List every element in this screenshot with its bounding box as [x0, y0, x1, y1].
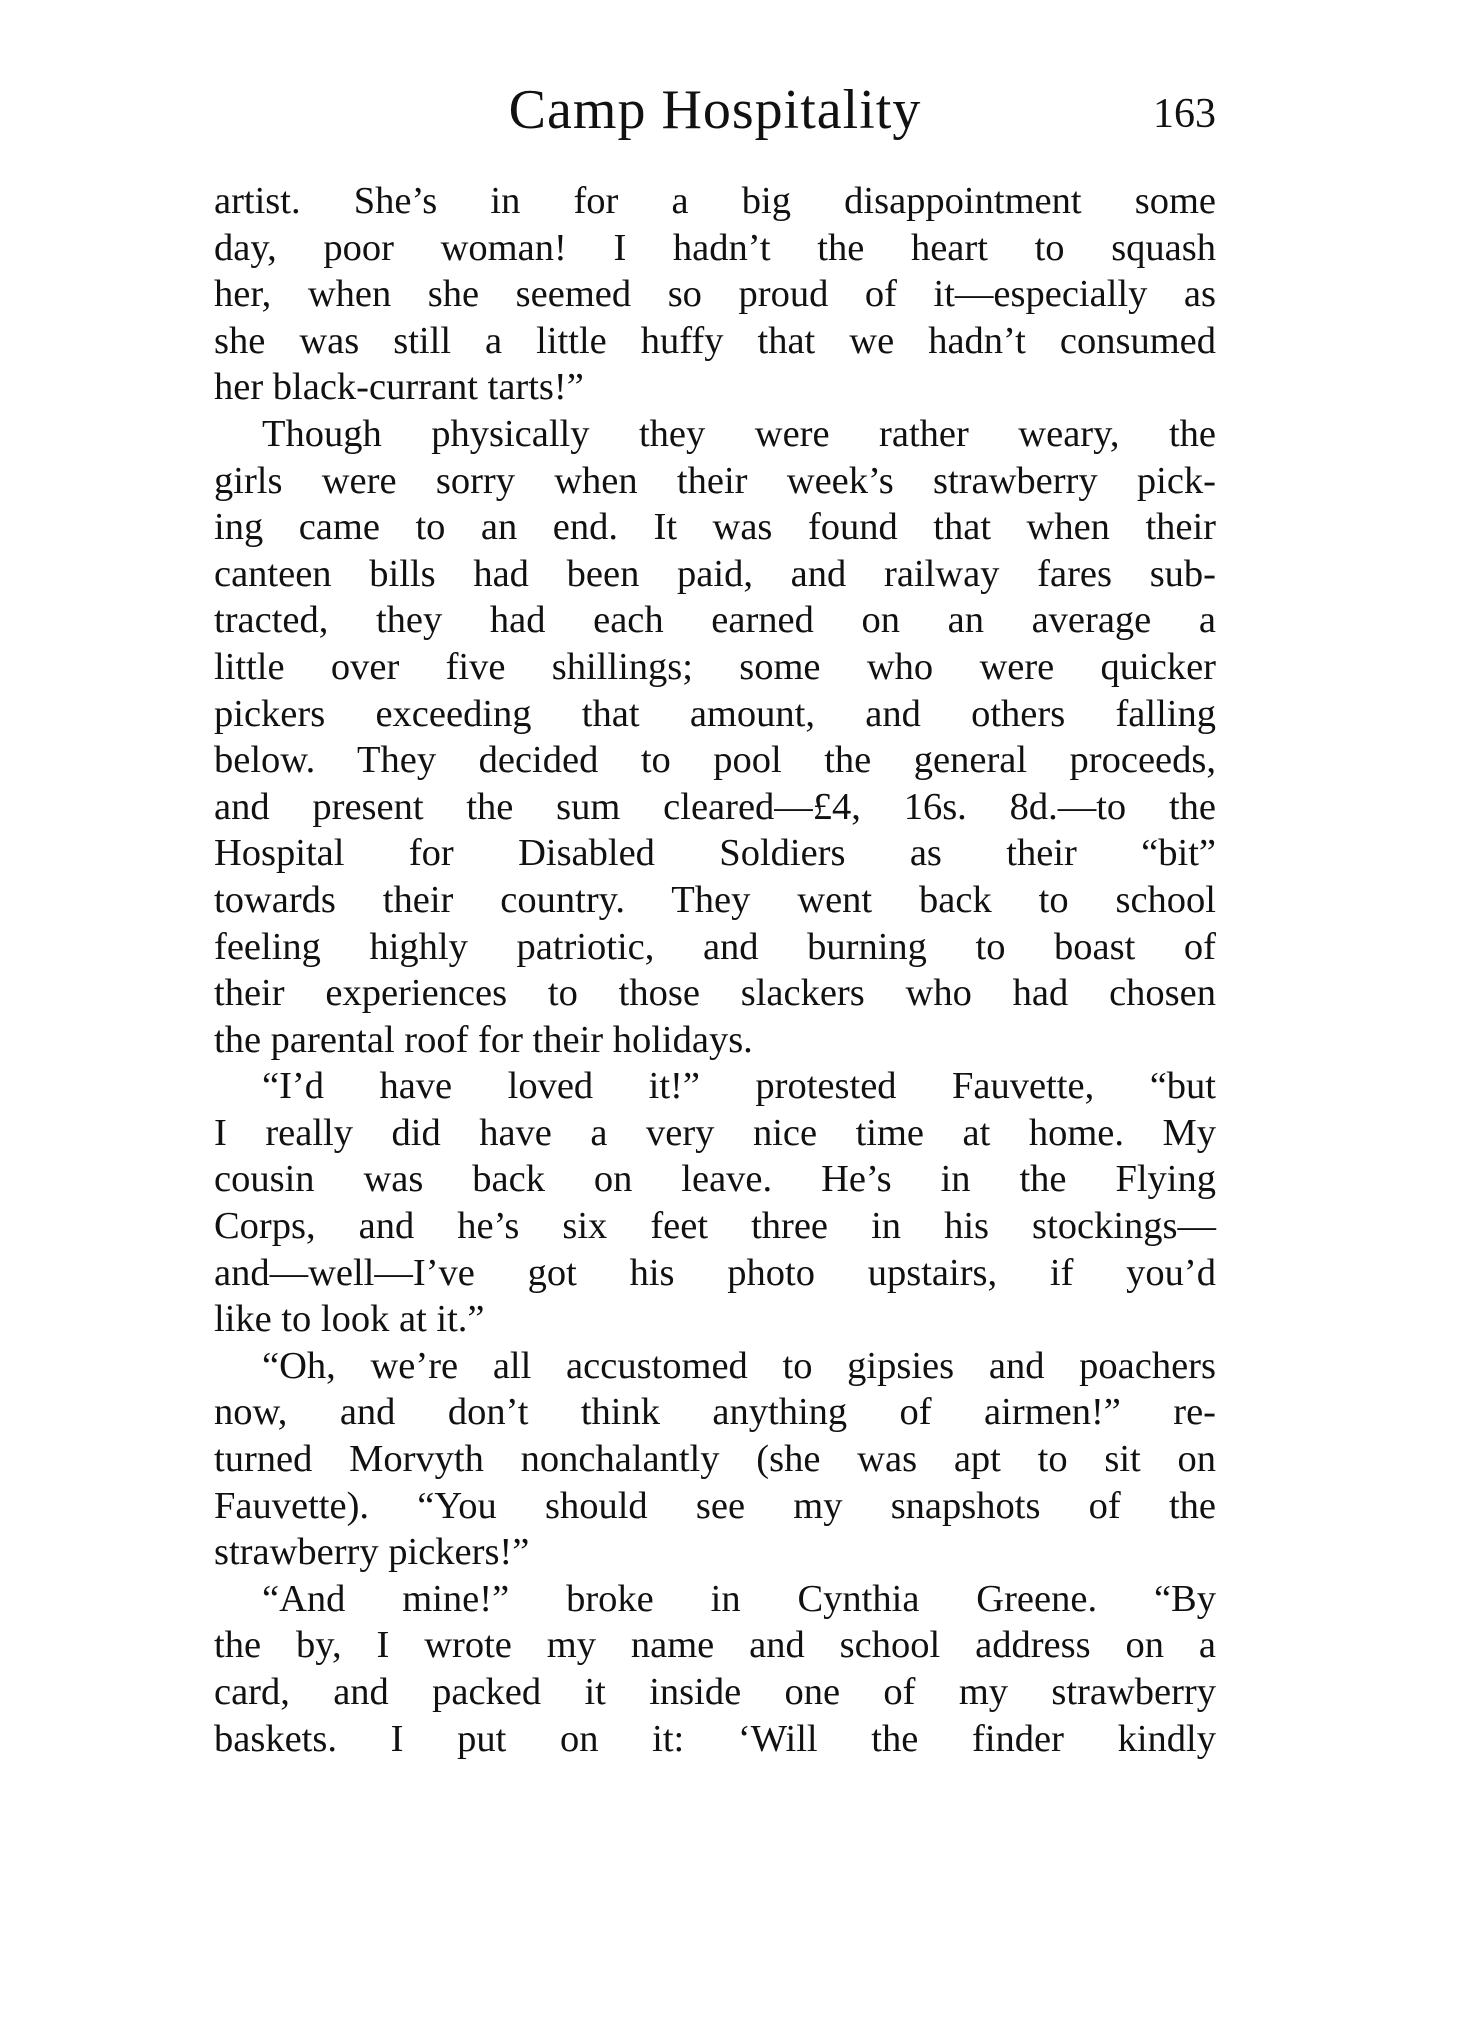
text-line: like to look at it.” [214, 1298, 485, 1341]
text-line: pickers exceeding that amount, and others falling [214, 692, 1216, 735]
text-line: the by, I wrote my name and school address on a [214, 1624, 1216, 1667]
text-line: cousin was back on leave. He’s in the Flying [214, 1158, 1216, 1201]
text-line: below. They decided to pool the general proceeds, [214, 739, 1216, 782]
text-line: day, poor woman! I hadn’t the heart to squash [214, 226, 1216, 269]
text-line: Though physically they were rather weary, the [262, 412, 1216, 455]
text-line: baskets. I put on it: ‘Will the finder kindly [214, 1717, 1216, 1760]
text-line: artist. She’s in for a big disappointment some [214, 180, 1216, 222]
page-number: 163 [1153, 91, 1216, 137]
running-title: Camp Hospitality [508, 79, 922, 141]
text-line: now, and don’t think anything of airmen!” re- [214, 1391, 1216, 1434]
text-line: tracted, they had each earned on an average a [214, 599, 1216, 642]
text-line: Fauvette). “You should see my snapshots of the [214, 1484, 1216, 1527]
text-line: Hospital for Disabled Soldiers as their “bit” [214, 832, 1216, 875]
running-head [214, 78, 1216, 158]
text-line: feeling highly patriotic, and burning to boast of [214, 925, 1216, 968]
text-line: turned Morvyth nonchalantly (she was apt to sit on [214, 1438, 1216, 1481]
text-line: towards their country. They went back to school [214, 878, 1216, 921]
text-line: “I’d have loved it!” protested Fauvette, “but [262, 1065, 1216, 1108]
text-line: canteen bills had been paid, and railway fares sub- [214, 552, 1216, 595]
text-line: their experiences to those slackers who had chosen [214, 972, 1216, 1015]
text-line: “Oh, we’re all accustomed to gipsies and poachers [262, 1344, 1216, 1387]
text-line: her black-currant tarts!” [214, 366, 584, 409]
text-line: and present the sum cleared—£4, 16s. 8d.—to the [214, 785, 1216, 828]
text-line: the parental roof for their holidays. [214, 1018, 753, 1061]
text-line: Corps, and he’s six feet three in his stockings— [214, 1205, 1216, 1248]
text-line: her, when she seemed so proud of it—especially as [214, 273, 1216, 316]
text-line: girls were sorry when their week’s strawberry pick- [214, 459, 1216, 502]
text-line: I really did have a very nice time at home. My [214, 1111, 1216, 1154]
text-line: “And mine!” broke in Cynthia Greene. “By [262, 1577, 1216, 1620]
text-line: strawberry pickers!” [214, 1531, 530, 1574]
text-line: and—well—I’ve got his photo upstairs, if you’d [214, 1251, 1216, 1294]
text-line: card, and packed it inside one of my strawberry [214, 1671, 1216, 1713]
text-line: little over five shillings; some who were quicker [214, 645, 1216, 688]
text-line: she was still a little huffy that we hadn’t consumed [214, 319, 1216, 362]
body-text [214, 178, 1216, 1762]
text-line: ing came to an end. It was found that when their [214, 506, 1216, 549]
